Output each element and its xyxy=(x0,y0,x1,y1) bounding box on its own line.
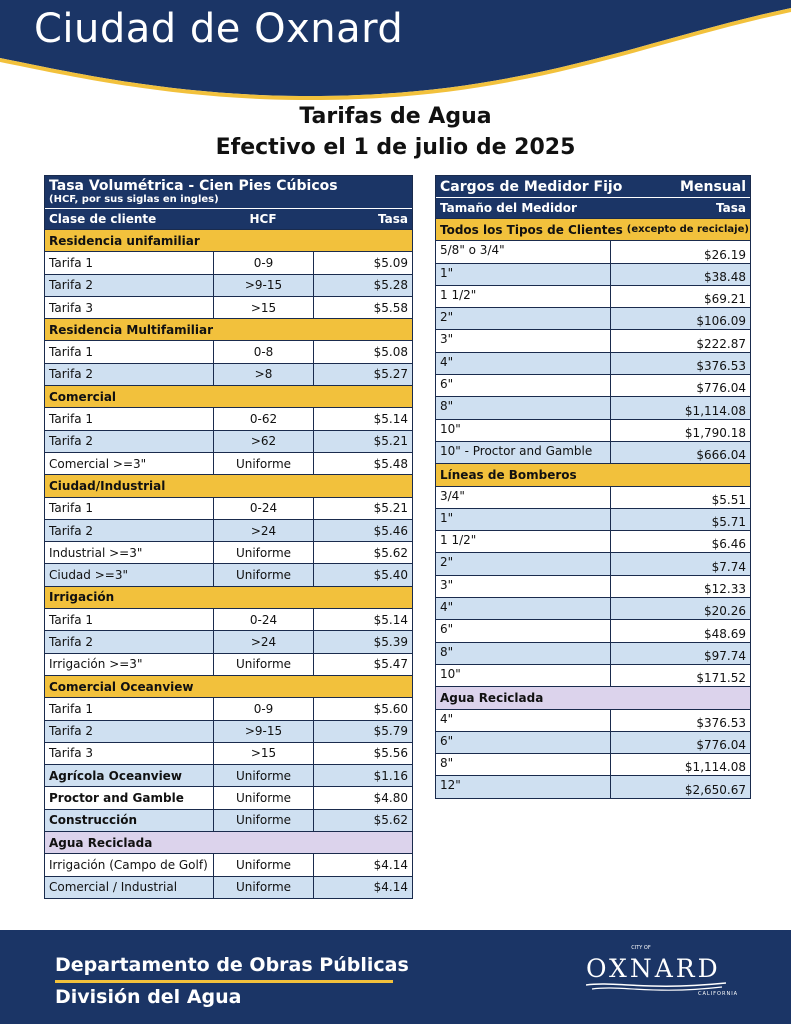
section-header xyxy=(45,831,412,853)
rate-cell: $5.14 xyxy=(313,609,412,630)
rate-cell: $5.27 xyxy=(313,364,412,385)
meter-rate-cell: $1,114.08 xyxy=(610,754,750,775)
customer-class-cell: Proctor and Gamble xyxy=(49,791,184,806)
hcf-cell: Uniforme xyxy=(213,787,313,808)
meter-rate-cell: $171.52 xyxy=(610,665,750,686)
meter-size-cell: 1 1/2" xyxy=(440,533,477,548)
hcf-cell: Uniforme xyxy=(213,453,313,474)
customer-class-cell: Tarifa 2 xyxy=(49,523,93,538)
table-row xyxy=(436,709,750,731)
customer-class-cell: Tarifa 3 xyxy=(49,300,93,315)
logo-california: CALIFORNIA xyxy=(698,991,739,997)
meter-rate-cell: $222.87 xyxy=(610,330,750,351)
hcf-cell: 0-9 xyxy=(213,698,313,719)
meter-size-cell: 2" xyxy=(440,555,454,570)
hcf-cell: 0-24 xyxy=(213,498,313,519)
volumetric-table-title: Tasa Volumétrica - Cien Pies Cúbicos xyxy=(49,178,338,194)
meter-rate-cell: $97.74 xyxy=(610,643,750,664)
rate-cell: $4.14 xyxy=(313,877,412,898)
table-row xyxy=(45,363,412,385)
table-row xyxy=(436,642,750,664)
meter-rate-cell: $12.33 xyxy=(610,576,750,597)
rate-cell: $5.79 xyxy=(313,721,412,742)
meter-size-cell: 1" xyxy=(440,510,454,525)
customer-class-cell: Irrigación >=3" xyxy=(49,657,143,672)
customer-class-cell: Ciudad >=3" xyxy=(49,568,128,583)
table-row xyxy=(45,340,412,362)
meter-size-cell: 6" xyxy=(440,377,454,392)
meter-size-cell: 8" xyxy=(440,399,454,414)
volumetric-table-body xyxy=(45,229,412,898)
customer-class-cell: Tarifa 1 xyxy=(49,255,93,270)
hcf-cell: 0-24 xyxy=(213,609,313,630)
customer-class-cell: Tarifa 2 xyxy=(49,724,93,739)
section-header xyxy=(436,686,750,708)
customer-class-cell: Tarifa 1 xyxy=(49,345,93,360)
table-row xyxy=(436,530,750,552)
column-header-meter-size: Tamaño del Medidor xyxy=(440,201,577,215)
meter-rate-cell: $5.51 xyxy=(610,487,750,508)
hcf-cell: Uniforme xyxy=(213,810,313,831)
hcf-cell: >15 xyxy=(213,297,313,318)
footer-underline xyxy=(55,980,393,983)
table-row xyxy=(45,519,412,541)
hcf-cell: Uniforme xyxy=(213,542,313,563)
section-header xyxy=(436,463,750,485)
section-header xyxy=(45,675,412,697)
section-label: Agua Reciclada xyxy=(440,690,544,705)
table-row xyxy=(45,764,412,786)
rate-cell: $5.47 xyxy=(313,654,412,675)
table-row xyxy=(45,251,412,273)
table-row xyxy=(45,876,412,898)
section-label: Residencia unifamiliar xyxy=(49,233,200,248)
table-row xyxy=(436,263,750,285)
table-row xyxy=(436,552,750,574)
table-row xyxy=(45,296,412,318)
rate-cell: $5.14 xyxy=(313,408,412,429)
section-header-content xyxy=(436,464,750,485)
customer-class-cell: Tarifa 2 xyxy=(49,634,93,649)
table-row xyxy=(45,497,412,519)
customer-class-cell: Tarifa 2 xyxy=(49,367,93,382)
hcf-cell: 0-62 xyxy=(213,408,313,429)
hcf-cell: Uniforme xyxy=(213,877,313,898)
hcf-cell: 0-9 xyxy=(213,252,313,273)
section-header xyxy=(45,385,412,407)
rate-cell: $5.48 xyxy=(313,453,412,474)
volumetric-table-header xyxy=(45,176,412,229)
meter-rate-cell: $26.19 xyxy=(610,241,750,262)
table-row xyxy=(436,731,750,753)
meter-size-cell: 8" xyxy=(440,644,454,659)
section-header xyxy=(436,218,750,240)
customer-class-cell: Tarifa 1 xyxy=(49,501,93,516)
meter-size-cell: 4" xyxy=(440,711,454,726)
table-row xyxy=(45,742,412,764)
hcf-cell: >9-15 xyxy=(213,275,313,296)
customer-class-cell: Tarifa 1 xyxy=(49,412,93,427)
table-row xyxy=(436,486,750,508)
table-row xyxy=(436,240,750,262)
rate-cell: $5.08 xyxy=(313,341,412,362)
meter-rate-cell: $1,790.18 xyxy=(610,420,750,441)
table-row xyxy=(436,396,750,418)
meter-rate-cell: $48.69 xyxy=(610,620,750,641)
customer-class-cell: Tarifa 2 xyxy=(49,278,93,293)
customer-class-cell: Tarifa 1 xyxy=(49,701,93,716)
customer-class-cell: Agrícola Oceanview xyxy=(49,768,182,783)
table-row xyxy=(45,430,412,452)
table-row xyxy=(436,329,750,351)
section-header-content xyxy=(436,219,750,240)
table-row xyxy=(436,419,750,441)
meter-table-period: Mensual xyxy=(680,179,746,195)
section-header xyxy=(45,229,412,251)
meter-size-cell: 1" xyxy=(440,265,454,280)
customer-class-cell: Comercial >=3" xyxy=(49,456,147,471)
rate-cell: $1.16 xyxy=(313,765,412,786)
meter-rate-cell: $5.71 xyxy=(610,509,750,530)
meter-size-cell: 10" xyxy=(440,421,461,436)
table-row xyxy=(436,753,750,775)
hcf-cell: >8 xyxy=(213,364,313,385)
document-title: Tarifas de Agua xyxy=(299,104,492,129)
meter-rate-cell: $1,114.08 xyxy=(610,397,750,418)
meter-size-cell: 6" xyxy=(440,733,454,748)
meter-size-cell: 4" xyxy=(440,354,454,369)
meter-size-cell: 8" xyxy=(440,756,454,771)
rate-cell: $5.62 xyxy=(313,810,412,831)
hcf-cell: 0-8 xyxy=(213,341,313,362)
section-label: Residencia Multifamiliar xyxy=(49,322,214,337)
rate-cell: $5.58 xyxy=(313,297,412,318)
table-row xyxy=(45,809,412,831)
table-row xyxy=(436,597,750,619)
section-header xyxy=(45,586,412,608)
meter-rate-cell: $69.21 xyxy=(610,286,750,307)
section-header-content xyxy=(436,687,750,708)
customer-class-cell: Tarifa 3 xyxy=(49,746,93,761)
section-label: Comercial Oceanview xyxy=(49,679,194,694)
table-row xyxy=(45,274,412,296)
table-row xyxy=(436,441,750,463)
table-row xyxy=(436,619,750,641)
rate-cell: $5.09 xyxy=(313,252,412,273)
meter-rate-cell: $6.46 xyxy=(610,531,750,552)
section-label: Comercial xyxy=(49,389,117,404)
rate-cell: $5.40 xyxy=(313,564,412,585)
meter-rate-cell: $376.53 xyxy=(610,353,750,374)
meter-table-title: Cargos de Medidor Fijo xyxy=(440,179,623,195)
table-row xyxy=(436,775,750,797)
meter-rate-cell: $106.09 xyxy=(610,308,750,329)
section-label: Todos los Tipos de Clientes xyxy=(440,222,623,237)
section-label: Irrigación xyxy=(49,590,115,605)
meter-size-cell: 2" xyxy=(440,310,454,325)
hcf-cell: Uniforme xyxy=(213,854,313,875)
table-row xyxy=(436,374,750,396)
section-label: Agua Reciclada xyxy=(49,835,153,850)
table-row xyxy=(45,653,412,675)
rate-cell: $5.21 xyxy=(313,498,412,519)
hcf-cell: >24 xyxy=(213,631,313,652)
meter-size-cell: 3" xyxy=(440,577,454,592)
column-header-class: Clase de cliente xyxy=(49,212,157,226)
meter-size-cell: 10" xyxy=(440,666,461,681)
table-row xyxy=(45,608,412,630)
table-row xyxy=(436,307,750,329)
hcf-cell: Uniforme xyxy=(213,765,313,786)
meter-size-cell: 3/4" xyxy=(440,488,465,503)
section-header xyxy=(45,318,412,340)
meter-charges-table xyxy=(435,175,751,799)
column-header-hcf: HCF xyxy=(249,212,277,226)
meter-size-cell: 4" xyxy=(440,600,454,615)
rate-cell: $5.28 xyxy=(313,275,412,296)
meter-rate-cell: $376.53 xyxy=(610,710,750,731)
meter-table-body xyxy=(436,218,750,798)
customer-class-cell: Irrigación (Campo de Golf) xyxy=(49,857,208,872)
rate-cell: $5.60 xyxy=(313,698,412,719)
meter-size-cell: 5/8" o 3/4" xyxy=(440,243,505,258)
hcf-cell: Uniforme xyxy=(213,564,313,585)
meter-rate-cell: $20.26 xyxy=(610,598,750,619)
hcf-cell: >24 xyxy=(213,520,313,541)
city-logo xyxy=(582,945,742,1009)
table-row xyxy=(45,853,412,875)
column-header-meter-rate: Tasa xyxy=(716,201,746,215)
logo-name: OXNARD xyxy=(586,954,721,983)
customer-class-cell: Industrial >=3" xyxy=(49,545,143,560)
hcf-cell: >9-15 xyxy=(213,721,313,742)
table-row xyxy=(436,664,750,686)
customer-class-cell: Construcción xyxy=(49,813,138,828)
customer-class-cell: Comercial / Industrial xyxy=(49,880,178,895)
customer-class-cell: Tarifa 1 xyxy=(49,612,93,627)
meter-size-cell: 1 1/2" xyxy=(440,287,477,302)
table-row xyxy=(45,630,412,652)
header-banner xyxy=(0,0,791,110)
footer-department: Departamento de Obras Públicas xyxy=(55,954,409,976)
logo-city-of: CITY OF xyxy=(631,945,651,951)
hcf-cell: >62 xyxy=(213,431,313,452)
table-row xyxy=(436,352,750,374)
customer-class-cell: Tarifa 2 xyxy=(49,434,93,449)
rate-cell: $5.21 xyxy=(313,431,412,452)
meter-rate-cell: $666.04 xyxy=(610,442,750,463)
rate-cell: $5.56 xyxy=(313,743,412,764)
footer-division: División del Agua xyxy=(55,986,242,1008)
table-row xyxy=(45,452,412,474)
hcf-cell: >15 xyxy=(213,743,313,764)
volumetric-table-subtitle: (HCF, por sus siglas en ingles) xyxy=(49,194,219,205)
header-title: Ciudad de Oxnard xyxy=(34,6,404,52)
volumetric-rate-table xyxy=(44,175,413,899)
meter-table-header xyxy=(436,176,750,218)
section-label: Líneas de Bomberos xyxy=(440,467,577,482)
meter-size-cell: 10" - Proctor and Gamble xyxy=(440,443,593,458)
meter-size-cell: 6" xyxy=(440,622,454,637)
table-row xyxy=(436,575,750,597)
meter-size-cell: 3" xyxy=(440,332,454,347)
meter-rate-cell: $776.04 xyxy=(610,375,750,396)
rate-cell: $5.46 xyxy=(313,520,412,541)
rate-cell: $5.39 xyxy=(313,631,412,652)
rate-cell: $4.80 xyxy=(313,787,412,808)
hcf-cell: Uniforme xyxy=(213,654,313,675)
rate-cell: $4.14 xyxy=(313,854,412,875)
meter-rate-cell: $38.48 xyxy=(610,264,750,285)
meter-rate-cell: $2,650.67 xyxy=(610,776,750,797)
section-header xyxy=(45,474,412,496)
table-row xyxy=(436,285,750,307)
table-row xyxy=(45,697,412,719)
table-row xyxy=(45,407,412,429)
document-effective-date: Efectivo el 1 de julio de 2025 xyxy=(215,135,576,160)
section-note: (excepto de reciclaje) xyxy=(626,224,749,236)
meter-rate-cell: $776.04 xyxy=(610,732,750,753)
table-row xyxy=(436,508,750,530)
meter-rate-cell: $7.74 xyxy=(610,553,750,574)
section-label: Ciudad/Industrial xyxy=(49,478,166,493)
table-row xyxy=(45,786,412,808)
table-row xyxy=(45,563,412,585)
rate-cell: $5.62 xyxy=(313,542,412,563)
meter-size-cell: 12" xyxy=(440,778,461,793)
column-header-rate: Tasa xyxy=(378,212,408,226)
table-row xyxy=(45,541,412,563)
table-row xyxy=(45,720,412,742)
